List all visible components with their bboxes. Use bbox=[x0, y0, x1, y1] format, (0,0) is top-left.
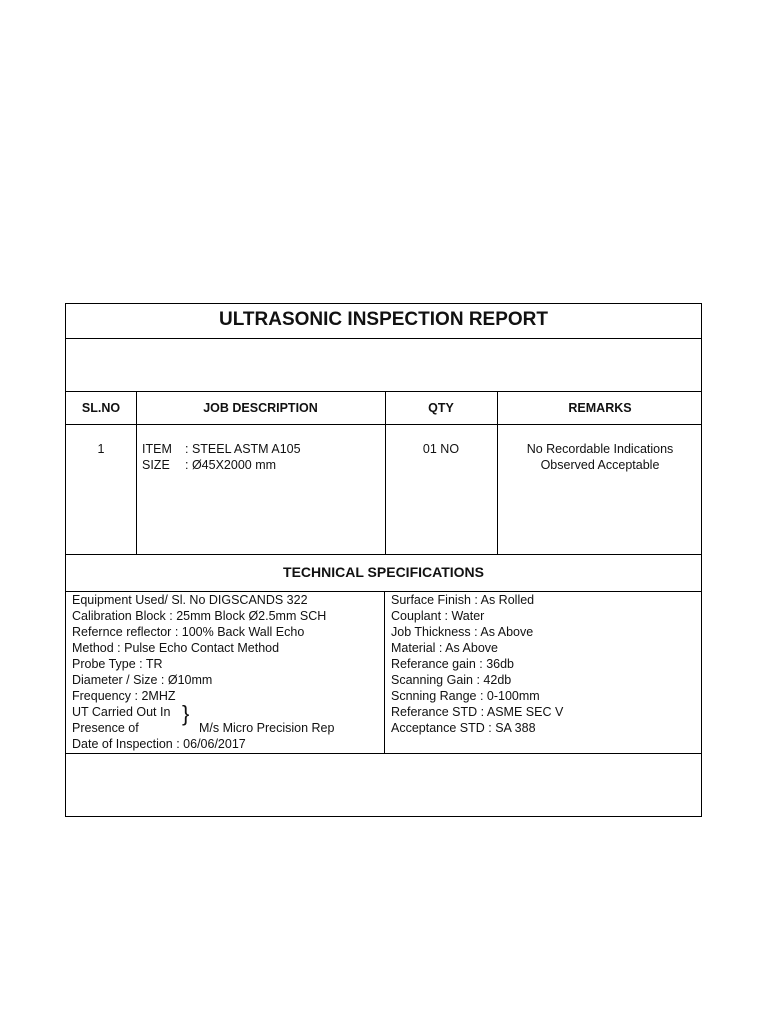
size-key: SIZE bbox=[142, 458, 170, 472]
cell-qty: 01 NO bbox=[422, 442, 460, 456]
spec-right-column bbox=[391, 592, 691, 736]
remarks-line-1: No Recordable Indications bbox=[526, 442, 674, 456]
header-qty: QTY bbox=[428, 401, 454, 415]
spec-rep: M/s Micro Precision Rep bbox=[199, 721, 335, 735]
spec-reflector: Refernce reflector : 100% Back Wall Echo bbox=[72, 625, 305, 639]
spec-left-column bbox=[72, 592, 382, 752]
spec-ut-carried: UT Carried Out In bbox=[72, 705, 171, 719]
spec-right-line: Couplant : Water bbox=[391, 609, 485, 623]
spec-right-line: Referance gain : 36db bbox=[391, 657, 515, 671]
header-job-description: JOB DESCRIPTION bbox=[203, 401, 318, 415]
item-value: : STEEL ASTM A105 bbox=[185, 442, 301, 456]
spec-right-line: Acceptance STD : SA 388 bbox=[391, 721, 536, 735]
spec-date: Date of Inspection : 06/06/2017 bbox=[72, 737, 246, 751]
spec-equipment: Equipment Used/ Sl. No DIGSCANDS 322 bbox=[72, 593, 308, 607]
cell-job-description bbox=[136, 425, 385, 554]
report-title: ULTRASONIC INSPECTION REPORT bbox=[219, 309, 548, 330]
spec-right-line: Referance STD : ASME SEC V bbox=[391, 705, 564, 719]
spec-diameter: Diameter / Size : Ø10mm bbox=[72, 673, 213, 687]
spec-right-line: Material : As Above bbox=[391, 641, 499, 655]
item-key: ITEM bbox=[142, 442, 172, 456]
spec-right-line: Surface Finish : As Rolled bbox=[391, 593, 535, 607]
technical-specifications-title: TECHNICAL SPECIFICATIONS bbox=[66, 554, 701, 591]
spec-presence: Presence of bbox=[72, 721, 139, 735]
spec-method: Method : Pulse Echo Contact Method bbox=[72, 641, 280, 655]
table-header-row bbox=[66, 391, 701, 424]
spec-calibration: Calibration Block : 25mm Block Ø2.5mm SCH bbox=[72, 609, 327, 623]
table-row bbox=[66, 424, 701, 554]
size-value: : Ø45X2000 mm bbox=[185, 458, 277, 472]
brace-symbol: } bbox=[182, 701, 190, 726]
spec-right-line: Job Thickness : As Above bbox=[391, 625, 534, 639]
spec-right-line: Scnning Range : 0-100mm bbox=[391, 689, 540, 703]
technical-specifications bbox=[66, 591, 701, 753]
header-sl-no: SL.NO bbox=[81, 401, 121, 415]
spec-probe: Probe Type : TR bbox=[72, 657, 163, 671]
blank-row bbox=[66, 338, 701, 391]
header-remarks: REMARKS bbox=[568, 401, 632, 415]
spec-right-line: Scanning Gain : 42db bbox=[391, 673, 512, 687]
remarks-line-2: Observed Acceptable bbox=[540, 458, 660, 472]
cell-sl-no: 1 bbox=[97, 442, 105, 456]
inspection-report-table bbox=[65, 303, 702, 817]
spec-ut-carried-out bbox=[72, 701, 382, 736]
blank-row-bottom bbox=[66, 753, 701, 816]
spec-frequency: Frequency : 2MHZ bbox=[72, 689, 176, 703]
cell-remarks bbox=[497, 425, 703, 554]
